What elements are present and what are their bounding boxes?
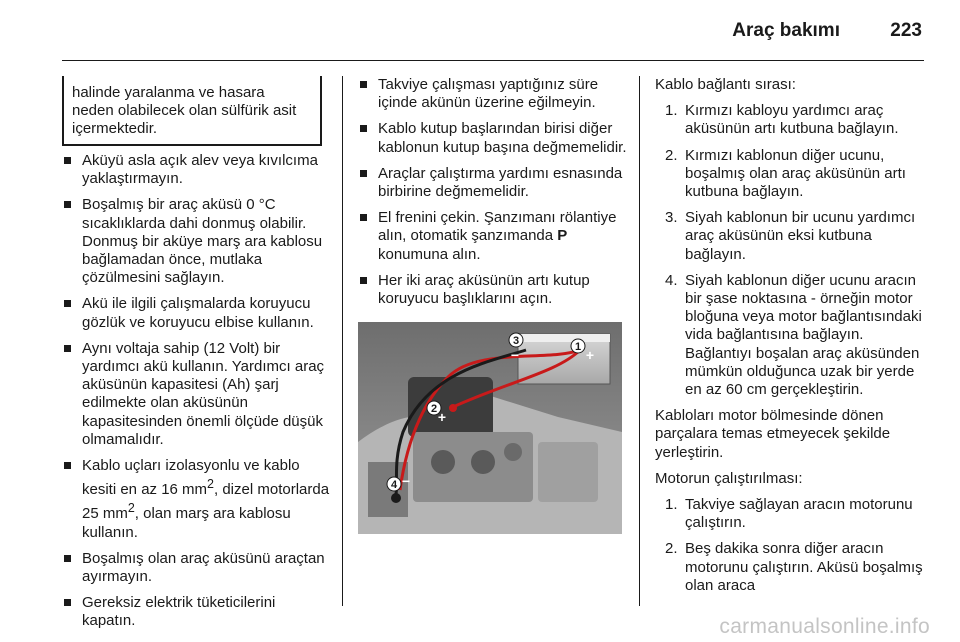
column-1 <box>62 152 330 639</box>
list-item: Gereksiz elektrik tüketicilerini kapatın. <box>62 594 330 630</box>
watermark: carmanualsonline.info <box>719 614 930 638</box>
warning-line: neden olabilecek olan sülfürik asit <box>72 102 297 120</box>
step-number: 1. <box>665 496 678 514</box>
handbrake-text-part: El frenini çekin. Şanzımanı rölantiye alın, otomatik şanzımanda <box>378 209 617 245</box>
list-item: Kablo kutup başlarından birisi diğer kablonun kutup başına değmemelidir. <box>358 120 628 156</box>
list-item: Araçlar çalıştırma yardımı esnasında birbirine değmemelidir. <box>358 165 628 201</box>
handbrake-text-part: konumuna alın. <box>378 245 481 263</box>
superscript: 2 <box>127 501 135 516</box>
step-text: Kırmızı kabloyu yardımcı araç aküsünün artı kutbuna bağlayın. <box>685 102 899 138</box>
warning-line: halinde yaralanma ve hasara <box>72 84 265 101</box>
gear-p-label: P <box>557 227 568 245</box>
jump-start-photo <box>358 322 622 534</box>
list-item: Aynı voltaja sahip (12 Volt) bir yardımcı akü kullanın. Yardımcı araç aküsünün kapasitesi (Ah) şarj edilmekte olan aküsünün kapasitesinden önemli ölçüde düşük olmamalıdır. <box>62 340 330 449</box>
column-2 <box>358 76 628 316</box>
list-item: Akü ile ilgili çalışmalarda koruyucu gözlük ve koruyucu elbise kullanın. <box>62 295 330 331</box>
step-text: Kırmızı kablonun diğer ucunu, boşalmış olan araç aküsünün artı kutbuna bağlayın. <box>685 146 906 201</box>
list-item: Aküyü asla açık alev veya kıvılcıma yaklaştırmayın. <box>62 152 330 188</box>
cables-note: Kabloları motor bölmesinde dönen parçalara temas etmeyecek şekilde yerleştirin. <box>655 407 891 461</box>
header-rule <box>62 60 924 61</box>
engine-bay-illustration <box>358 322 622 534</box>
cable-text-part: , olan marş ara kablosu kullanın. <box>82 505 291 541</box>
list-item: Takviye çalışması yaptığınız süre içinde akünün üzerine eğilmeyin. <box>358 76 628 112</box>
column-divider-2 <box>639 76 640 606</box>
warning-line: içermektedir. <box>72 120 158 138</box>
column-divider-1 <box>342 76 343 606</box>
list-item <box>655 540 925 595</box>
cable-text-part: Kablo uçları izolasyonlu ve kablo kesiti en az 16 mm <box>82 457 300 499</box>
list-item <box>655 496 925 532</box>
list-item <box>655 147 925 202</box>
engine-start-heading: Motorun çalıştırılması: <box>655 469 803 487</box>
minus-sign: − <box>510 347 520 363</box>
svg-text:3: 3 <box>512 335 520 347</box>
list-item-handbrake <box>358 209 628 264</box>
list-item: Boşalmış bir araç aküsü 0 °C sıcaklıklarda dahi donmuş olabilir. Donmuş bir aküye marş ara kablosu bağlamadan önce, mutlaka çözülmesini sağlayın. <box>62 196 330 287</box>
plus-sign: + <box>585 347 595 363</box>
cable-text-part: , dizel motorlarda 25 mm <box>82 481 330 523</box>
list-item-cable-size <box>62 457 330 542</box>
page-number: 223 <box>890 20 922 41</box>
step-number: 4. <box>665 271 678 289</box>
svg-text:4: 4 <box>390 479 398 491</box>
running-header-title: Araç bakımı <box>732 20 840 41</box>
list-item <box>655 102 925 138</box>
column-3 <box>655 76 925 603</box>
warning-box <box>62 76 322 146</box>
svg-text:1: 1 <box>574 341 582 353</box>
step-text: Siyah kablonun bir ucunu yardımcı araç aküsünün eksi kutbuna bağlayın. <box>685 209 916 263</box>
step-number: 2. <box>665 146 678 164</box>
connection-order-heading: Kablo bağlantı sırası: <box>655 76 796 93</box>
step-number: 2. <box>665 540 678 558</box>
minus-sign: − <box>401 473 411 489</box>
step-number: 3. <box>665 209 678 227</box>
list-item <box>655 272 925 399</box>
step-text: Beş dakika sonra diğer aracın motorunu çalıştırın. Aküsü boşalmış olan araca <box>685 540 923 594</box>
step-text: Takviye sağlayan aracın motorunu çalıştırın. <box>685 496 913 532</box>
list-item: Boşalmış olan araç aküsünü araçtan ayırmayın. <box>62 550 330 586</box>
list-item <box>655 209 925 264</box>
superscript: 2 <box>207 477 214 492</box>
plus-sign: + <box>437 409 447 425</box>
step-number: 1. <box>665 102 678 120</box>
svg-text:2: 2 <box>430 403 438 415</box>
step-text: Siyah kablonun diğer ucunu aracın bir şase noktasına - örneğin motor bloğuna veya motor bağlantısındaki vida bağlantısına bağlayın. Bağlantıyı boşalan araç aküsünden mümkün olduğunca uzak bir yerde en az 60 cm gerçekleştirin. <box>685 271 922 399</box>
list-item: Her iki araç aküsünün artı kutup koruyucu başlıklarını açın. <box>358 272 628 308</box>
